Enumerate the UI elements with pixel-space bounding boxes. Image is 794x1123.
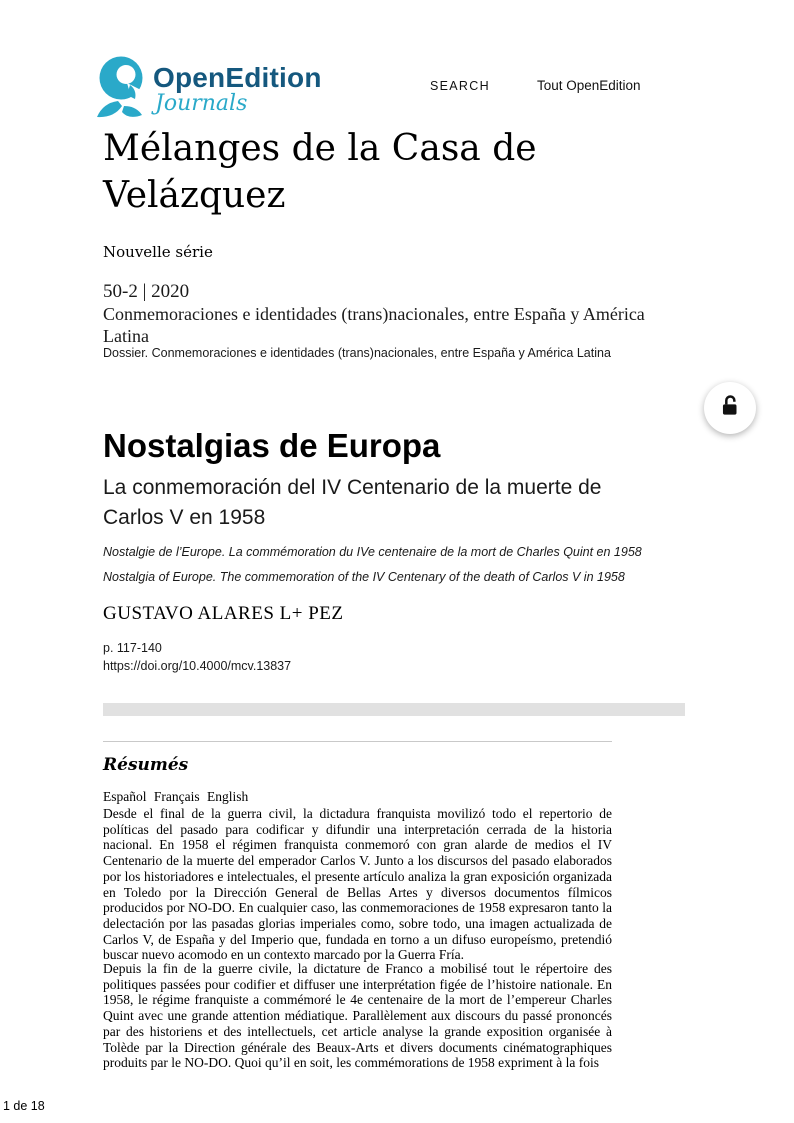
author-name: GUSTAVO ALARES L+ PEZ: [103, 603, 344, 624]
language-tab-francais[interactable]: Français: [153, 789, 200, 804]
article-title: Nostalgias de Europa: [103, 427, 441, 464]
page-range: p. 117-140: [103, 641, 162, 655]
logo-title: OpenEdition: [153, 62, 322, 93]
journal-title: Mélanges de la Casa de Velázquez: [103, 128, 537, 216]
section-separator-bar: [103, 703, 685, 716]
journal-subtitle: Nouvelle série: [103, 243, 213, 261]
issue-title: Conmemoraciones e identidades (trans)nacionales, entre España y América Latina: [103, 304, 645, 346]
divider-line: [103, 741, 612, 742]
article-subtitle: La conmemoración del IV Centenario de la muerte de Carlos V en 1958: [103, 476, 602, 530]
doi-link[interactable]: https://doi.org/10.4000/mcv.13837: [103, 659, 292, 673]
translated-title-fr: Nostalgie de l’Europe. La commémoration du IVe centenaire de la mort de Charles Quint en 1958: [103, 545, 642, 559]
abstract-french: Depuis la fin de la guerre civile, la dictature de Franco a mobilisé tout le répertoire des politiques passées pour codifier et diffuser une interprétation figée de l’histoire nationale. En 1958, le régime franquiste a commémoré le 4e centenaire de la mort de l’empereur Charles Quint avec une grande attention médiatique. Parallèlement aux discours du passé prononcés par des historiens et des intellectuels, cet article analyse la grande exposition organisée à Tolède par la Direction générale des Beaux-Arts et divers documents cinématographiques produits par le NO-DO. Quoi qu’il en soit, les commémorations de 1958 expriment à la fois: [103, 961, 612, 1071]
issue-number: 50-2 | 2020: [103, 281, 190, 302]
language-tab-english[interactable]: English: [206, 789, 249, 804]
search-link[interactable]: SEARCH: [430, 79, 490, 93]
language-tab-espanol[interactable]: Español: [103, 789, 147, 804]
abstract-language-tabs: [103, 789, 252, 805]
search-scope-selector[interactable]: Tout OpenEdition: [537, 78, 641, 93]
issue-dossier: Dossier. Conmemoraciones e identidades (trans)nacionales, entre España y América Latina: [103, 346, 611, 360]
print-page-indicator: 1 de 18: [3, 1099, 45, 1113]
open-lock-icon: [717, 393, 743, 424]
logo-subtitle: Journals: [155, 91, 248, 116]
translated-title-en: Nostalgia of Europe. The commemoration of the IV Centenary of the death of Carlos V in 1958: [103, 570, 625, 584]
openedition-flower-icon: [97, 56, 147, 123]
abstracts-heading: Résumés: [103, 755, 189, 775]
open-access-badge[interactable]: [704, 382, 756, 434]
abstract-spanish: Desde el final de la guerra civil, la dictadura franquista movilizó todo el repertorio de políticas del pasado para codificar y difundir una interpretación cerrada de la historia nacional. En 1958 el régimen franquista conmemoró con gran alarde de medios el IV Centenario de la muerte del emperador Carlos V. Junto a los discursos del pasado elaborados por los historiadores e intelectuales, el presente artículo analiza la gran exposición organizada en Toledo por la Dirección General de Bellas Artes y diversos documentos fílmicos producidos por NO-DO. En cualquier caso, las conmemoraciones de 1958 expresaron tanto la delectación por las pasadas glorias imperiales como, sobre todo, una imagen actualizada de Carlos V, de España y del Imperio que, fundada en torno a un difuso europeísmo, pretendió buscar nuevo acomodo en un contexto marcado por la Guerra Fría.: [103, 806, 612, 963]
openedition-logo[interactable]: [97, 56, 322, 123]
